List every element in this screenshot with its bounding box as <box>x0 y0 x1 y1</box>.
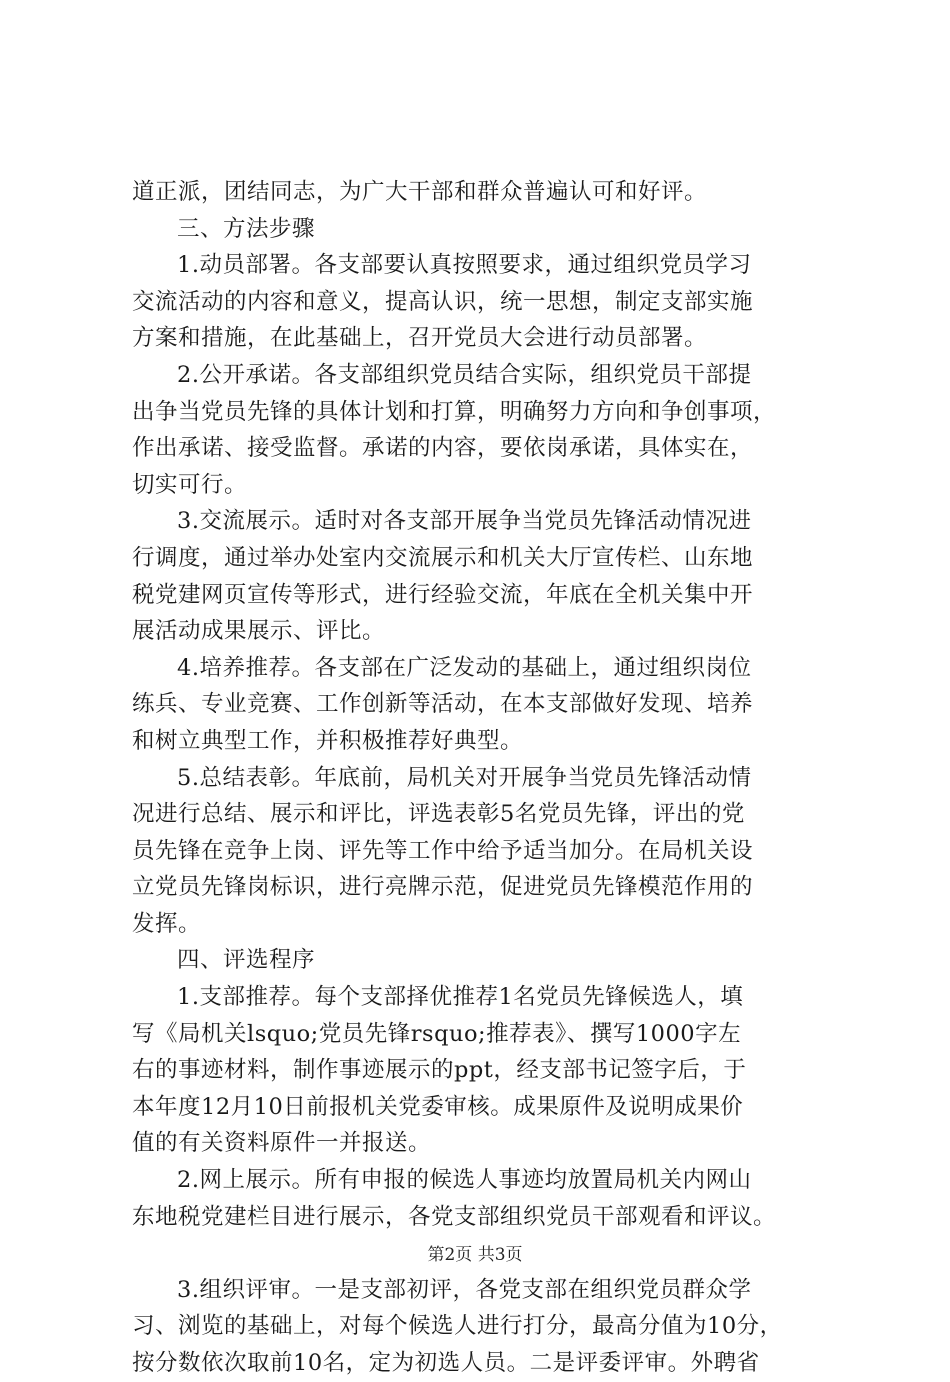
text-line: 行调度，通过举办处室内交流展示和机关大厅宣传栏、山东地 <box>132 544 754 571</box>
text-line: 立党员先锋岗标识，进行亮牌示范，促进党员先锋模范作用的 <box>132 874 754 901</box>
text-line: 税党建网页宣传等形式，进行经验交流，年底在全机关集中开 <box>132 581 754 608</box>
text-line: 1.支部推荐。每个支部择优推荐1名党员先锋候选人，填 <box>177 984 744 1011</box>
page-footer: 第2页 共3页 <box>427 1245 523 1265</box>
text-line: 员先锋在竞争上岗、评先等工作中给予适当加分。在局机关设 <box>132 837 754 864</box>
text-line: 右的事迹材料，制作事迹展示的ppt，经支部书记签字后，于 <box>132 1057 747 1084</box>
text-line: 交流活动的内容和意义，提高认识，统一思想，制定支部实施 <box>132 288 754 315</box>
text-line: 况进行总结、展示和评比，评选表彰5名党员先锋，评出的党 <box>132 801 745 828</box>
text-line: 4.培养推荐。各支部在广泛发动的基础上，通过组织岗位 <box>177 654 752 681</box>
text-line: 3.组织评审。一是支部初评，各党支部在组织党员群众学 <box>177 1276 752 1303</box>
text-line: 四、评选程序 <box>177 947 316 974</box>
text-line: 写《局机关lsquo;党员先锋rsquo;推荐表》、撰写1000字左 <box>132 1020 742 1047</box>
document-body <box>132 174 832 1382</box>
text-line: 发挥。 <box>132 910 202 937</box>
text-line: 2.网上展示。所有申报的候选人事迹均放置局机关内网山 <box>177 1167 752 1194</box>
text-line: 值的有关资料原件一并报送。 <box>132 1130 432 1157</box>
text-line: 和树立典型工作，并积极推荐好典型。 <box>132 727 524 754</box>
text-line: 切实可行。 <box>132 471 248 498</box>
text-line: 1.动员部署。各支部要认真按照要求，通过组织党员学习 <box>177 252 752 279</box>
text-line: 3.交流展示。适时对各支部开展争当党员先锋活动情况进 <box>177 508 752 535</box>
text-line: 东地税党建栏目进行展示，各党支部组织党员干部观看和评议。 <box>132 1203 777 1230</box>
text-line: 按分数依次取前10名，定为初选人员。二是评委评审。外聘省 <box>132 1350 760 1376</box>
text-line: 展活动成果展示、评比。 <box>132 618 386 645</box>
text-line: 三、方法步骤 <box>177 215 316 242</box>
text-line: 本年度12月10日前报机关党委审核。成果原件及说明成果价 <box>132 1093 744 1120</box>
text-line: 2.公开承诺。各支部组织党员结合实际，组织党员干部提 <box>177 361 752 388</box>
text-line: 习、浏览的基础上，对每个候选人进行打分，最高分值为10分， <box>132 1313 783 1340</box>
text-line: 5.总结表彰。年底前，局机关对开展争当党员先锋活动情 <box>177 764 752 791</box>
text-line: 道正派，团结同志，为广大干部和群众普遍认可和好评。 <box>132 179 708 205</box>
text-line: 练兵、专业竞赛、工作创新等活动，在本支部做好发现、培养 <box>132 691 754 718</box>
text-line: 出争当党员先锋的具体计划和打算，明确努力方向和争创事项， <box>132 398 777 425</box>
text-line: 作出承诺、接受监督。承诺的内容，要依岗承诺，具体实在， <box>132 435 754 462</box>
text-line: 方案和措施，在此基础上，召开党员大会进行动员部署。 <box>132 325 708 352</box>
